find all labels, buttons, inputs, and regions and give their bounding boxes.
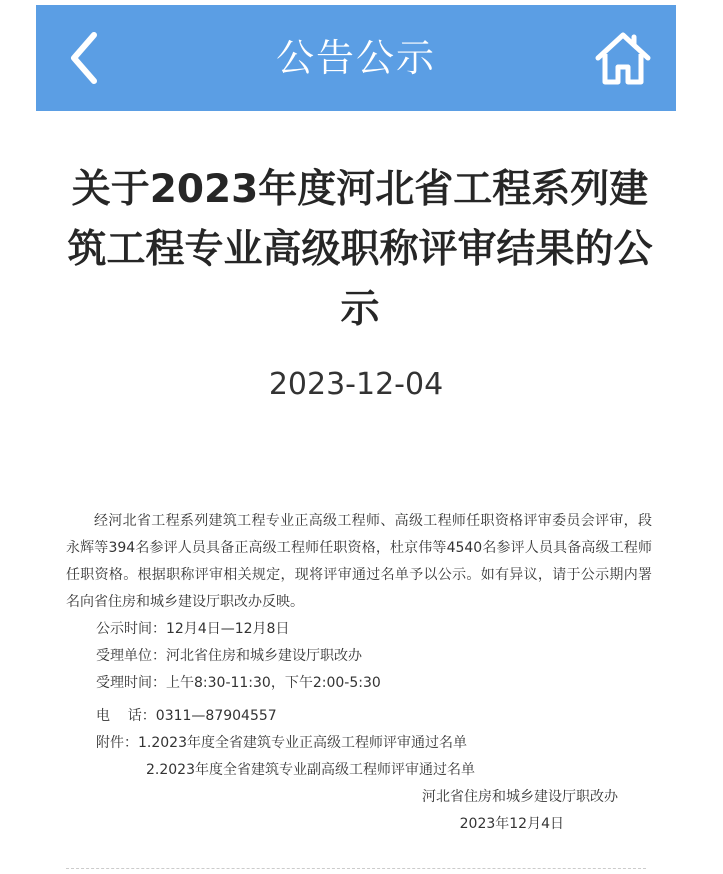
back-button[interactable] xyxy=(64,31,108,85)
page-title: 公告公示 xyxy=(275,36,436,80)
home-button[interactable] xyxy=(592,27,654,89)
header-bar xyxy=(36,5,676,111)
signature-org: 河北省住房和城乡建设厅职改办 xyxy=(422,789,618,805)
chevron-left-icon xyxy=(64,31,108,85)
article-date: 2023-12-04 xyxy=(268,367,444,402)
attachment-2: 2.2023年度全省建筑专业副高级工程师评审通过名单 xyxy=(146,762,475,778)
signature-date: 2023年12月4日 xyxy=(459,816,564,832)
article-body: 经河北省工程系列建筑工程专业正高级工程师、高级工程师任职资格评审委员会评审，段永辉等394名参评人员具备正高级工程师任职资格，杜京伟等4540名参评人员具备高级工程师任职资格。根据职称评审相关规定，现将评审通过名单予以公示。如有异议，请于公示期内署名向省住房和城乡建设厅职改办反映。 xyxy=(66,513,652,610)
notice-period: 公示时间：12月4日—12月8日 xyxy=(96,621,290,637)
article-content xyxy=(66,508,652,838)
divider xyxy=(66,868,646,869)
phone-number: 电 话：0311—87904557 xyxy=(96,708,277,724)
receiving-unit: 受理单位：河北省住房和城乡建设厅职改办 xyxy=(96,648,362,664)
attachment-1: 附件：1.2023年度全省建筑专业正高级工程师评审通过名单 xyxy=(96,735,467,751)
home-icon xyxy=(592,27,654,89)
receiving-hours: 受理时间：上午8:30-11:30，下午2:00-5:30 xyxy=(96,675,381,691)
article-title: 关于2023年度河北省工程系列建筑工程专业高级职称评审结果的公示 xyxy=(67,167,653,332)
